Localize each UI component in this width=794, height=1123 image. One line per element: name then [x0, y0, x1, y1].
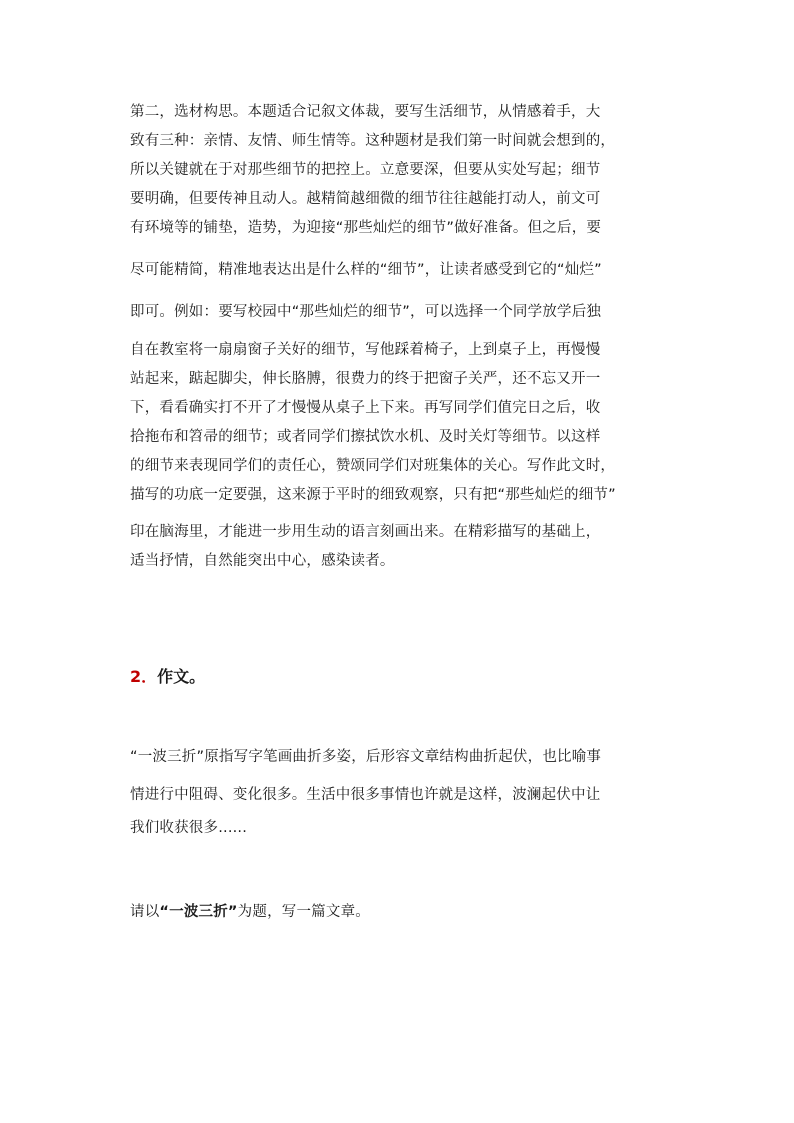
question-title: 作文。 — [157, 667, 206, 686]
analysis-line: 站起来，踮起脚尖，伸长胳膊，很费力的终于把窗子关严，还不忘又开一 — [130, 371, 601, 387]
prompt-line: 情进行中阻碍、变化很多。生活中很多事情也许就是这样，波澜起伏中让 — [130, 787, 601, 803]
analysis-line: 适当抒情，自然能突出中心，感染读者。 — [130, 553, 395, 569]
analysis-line: 拾拖布和笤帚的细节；或者同学们擦拭饮水机、及时关灯等细节。以这样 — [130, 429, 601, 445]
analysis-line: 的细节来表现同学们的责任心，赞颂同学们对班集体的关心。写作此文时， — [130, 458, 616, 474]
instruction-prefix: 请以 — [130, 904, 160, 920]
analysis-line: 第二，选材构思。本题适合记叙文体裁，要写生活细节，从情感着手，大 — [130, 104, 601, 120]
question-number: 2． — [130, 667, 158, 686]
analysis-line: 描写的功底一定要强，这来源于平时的细致观察，只有把“那些灿烂的细节” — [130, 487, 616, 503]
analysis-line: 下，看看确实打不开了才慢慢从桌子上下来。再写同学们值完日之后，收 — [130, 400, 601, 416]
prompt-line: “一波三折”原指写字笔画曲折多姿，后形容文章结构曲折起伏，也比喻事 — [130, 749, 602, 765]
instruction-line — [130, 902, 370, 922]
analysis-line: 印在脑海里，才能进一步用生动的语言刻画出来。在精彩描写的基础上， — [130, 524, 601, 540]
analysis-line: 自在教室将一扇扇窗子关好的细节，写他踩着椅子，上到桌子上，再慢慢 — [130, 342, 601, 358]
analysis-line: 尽可能精简，精准地表达出是什么样的“细节”，让读者感受到它的“灿烂” — [130, 262, 602, 278]
analysis-line: 有环境等的铺垫，造势，为迎接“那些灿烂的细节”做好准备。但之后，要 — [130, 220, 602, 236]
instruction-topic: “一波三折” — [159, 904, 238, 920]
analysis-line: 致有三种：亲情、友情、师生情等。这种题材是我们第一时间就会想到的， — [130, 133, 616, 149]
analysis-line: 所以关键就在于对那些细节的把控上。立意要深，但要从实处写起；细节 — [130, 162, 601, 178]
question-heading — [130, 666, 205, 688]
analysis-line: 即可。例如：要写校园中“那些灿烂的细节”，可以选择一个同学放学后独 — [130, 304, 602, 320]
analysis-line: 要明确，但要传神且动人。越精简越细微的细节往往越能打动人，前文可 — [130, 191, 601, 207]
instruction-suffix: 为题，写一篇文章。 — [237, 904, 370, 920]
prompt-line: 我们收获很多...... — [130, 820, 248, 836]
